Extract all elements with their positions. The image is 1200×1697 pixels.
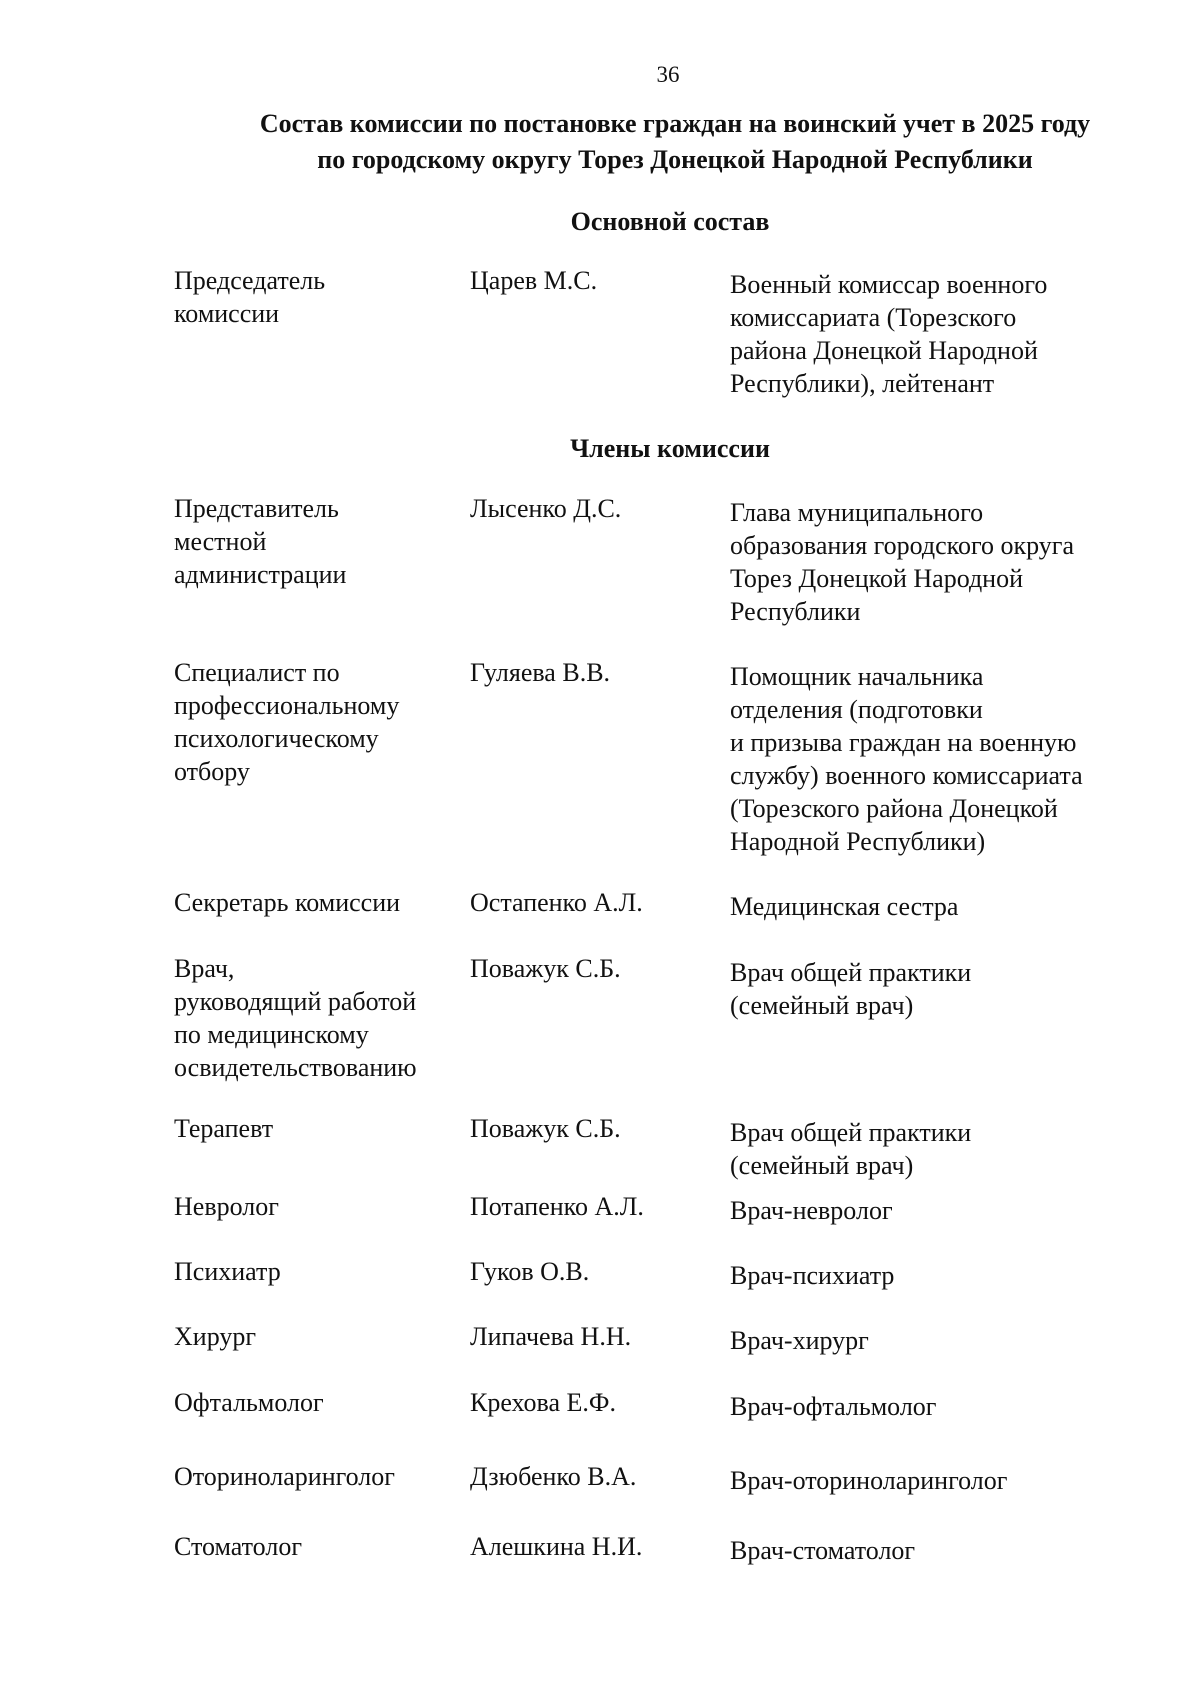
name-cell: Поважук С.Б. [470,954,621,983]
main-composition-heading: Основной состав [570,207,770,236]
position-cell: Врач-хирург [730,1326,869,1355]
position-cell: Глава муниципального образования городского округа Торез Донецкой Народной Республики [730,498,1075,626]
position-cell: Врач-стоматолог [730,1536,916,1565]
name-cell: Липачева Н.Н. [470,1322,632,1351]
name-cell: Гуков О.В. [470,1257,590,1286]
name-cell: Поважук С.Б. [470,1114,621,1143]
role-cell: Психиатр [174,1257,281,1286]
document-title [160,106,1190,178]
role-cell: Хирург [174,1322,257,1351]
position-cell: Врач-оториноларинголог [730,1466,1008,1495]
position-cell: Врач общей практики (семейный врач) [730,958,972,1020]
title-line-2: по городскому округу Торез Донецкой Народной Республики [317,145,1033,174]
role-cell: Оториноларинголог [174,1462,395,1491]
page-number: 36 [656,62,680,87]
role-cell: Специалист по профессиональному психологическому отбору [174,658,400,786]
name-cell: Алешкина Н.И. [470,1532,643,1561]
position-cell: Врач-офтальмолог [730,1392,937,1421]
position-cell: Медицинская сестра [730,892,959,921]
role-cell: Представитель местной администрации [174,494,347,589]
position-cell: Военный комиссар военного комиссариата (Торезского района Донецкой Народной Республики), лейтенант [730,270,1048,398]
members-heading: Члены комиссии [570,434,770,463]
role-cell: Невролог [174,1192,279,1221]
position-cell: Врач общей практики (семейный врач) [730,1118,972,1180]
name-cell: Лысенко Д.С. [470,494,622,523]
position-cell: Врач-психиатр [730,1261,895,1290]
name-cell: Дзюбенко В.А. [470,1462,637,1491]
role-cell: Стоматолог [174,1532,302,1561]
name-cell: Крехова Е.Ф. [470,1388,616,1417]
position-cell: Врач-невролог [730,1196,893,1225]
role-cell: Председатель комиссии [174,266,326,328]
name-cell: Гуляева В.В. [470,658,611,687]
role-cell: Секретарь комиссии [174,888,401,917]
role-cell: Офтальмолог [174,1388,324,1417]
position-cell: Помощник начальника отделения (подготовки и призыва граждан на военную службу) военного комиссариата (Торезского района Донецкой Народной Республики) [730,662,1083,856]
role-cell: Врач, руководящий работой по медицинскому освидетельствованию [174,954,417,1082]
role-cell: Терапевт [174,1114,274,1143]
name-cell: Царев М.С. [470,266,598,295]
name-cell: Остапенко А.Л. [470,888,643,917]
name-cell: Потапенко А.Л. [470,1192,644,1221]
title-line-1: Состав комиссии по постановке граждан на воинский учет в 2025 году [259,109,1091,138]
